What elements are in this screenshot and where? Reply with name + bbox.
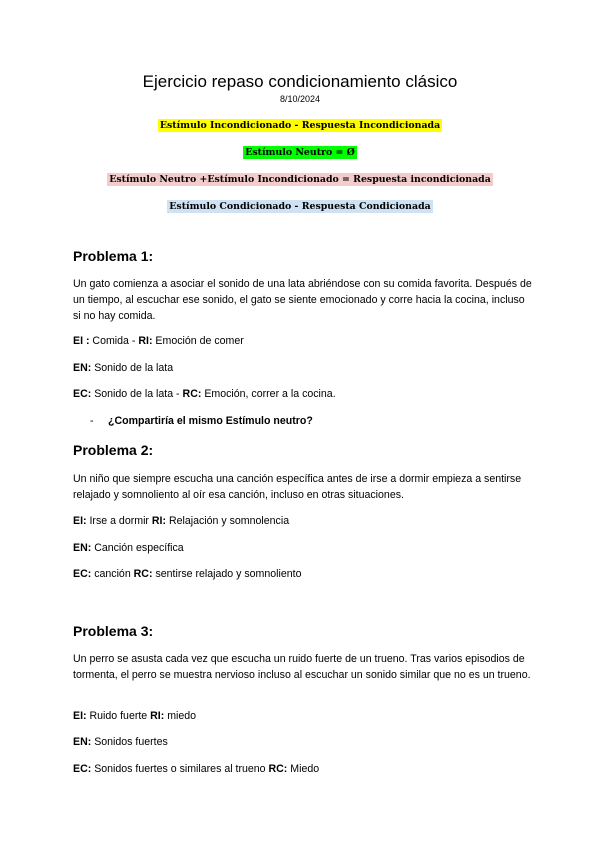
problem-1-en-row <box>73 361 173 375</box>
ei-value: Comida - <box>89 335 139 347</box>
rc-label: RC: <box>133 568 153 580</box>
ri-label: RI: <box>150 710 165 722</box>
problem-2-text: Un niño que siempre escucha una canción específica antes de irse a dormir empieza a sentirse relajado y somnoliento al oír esa canción, incluso en otras situaciones. <box>73 473 522 501</box>
ec-value: Sonido de la lata - <box>91 388 183 400</box>
legend-ec-rc <box>0 200 600 213</box>
ri-label: RI: <box>138 335 153 347</box>
en-label: EN: <box>73 362 92 374</box>
legend-ei-ri <box>0 119 600 132</box>
problem-3-text: Un perro se asusta cada vez que escucha un ruido fuerte de un trueno. Tras varios episodios de tormenta, el perro se muestra nervioso incluso al escuchar un sonido similar que no es un trueno. <box>73 653 531 681</box>
legend-ei-ri-text: Estímulo Incondicionado - Respuesta Incondicionada <box>159 120 441 131</box>
ei-value: Ruido fuerte <box>86 710 151 722</box>
problem-2-heading: Problema 2: <box>73 442 154 458</box>
en-value: Canción específica <box>91 542 184 554</box>
ec-label: EC: <box>73 388 92 400</box>
en-label: EN: <box>73 542 92 554</box>
legend-en <box>0 146 600 159</box>
page-title: Ejercicio repaso condicionamiento clásico <box>142 72 458 91</box>
legend-en-ei <box>0 173 600 186</box>
ri-value: Relajación y somnolencia <box>166 515 290 527</box>
legend-en-text: Estímulo Neutro = Ø <box>245 147 355 158</box>
en-label: EN: <box>73 736 92 748</box>
rc-value: Emoción, correr a la cocina. <box>201 388 336 400</box>
ri-label: RI: <box>151 515 167 527</box>
problem-2-ei-row <box>73 514 289 528</box>
rc-label: RC: <box>182 388 202 400</box>
rc-value: Miedo <box>287 763 320 775</box>
ei-label: EI: <box>73 710 87 722</box>
ri-value: miedo <box>164 710 197 722</box>
bullet-marker: - <box>90 415 94 427</box>
problem-1-question: ¿Compartiría el mismo Estímulo neutro? <box>108 415 313 427</box>
ec-value: Sonidos fuertes o similares al trueno <box>91 763 269 775</box>
problem-1-ei-row <box>73 334 244 348</box>
ec-value: canción <box>91 568 134 580</box>
ec-label: EC: <box>73 763 92 775</box>
problem-3-ec-row <box>73 762 319 776</box>
rc-value: sentirse relajado y somnoliento <box>152 568 302 580</box>
problem-1-ec-row <box>73 387 336 401</box>
en-value: Sonidos fuertes <box>91 736 168 748</box>
problem-1-text: Un gato comienza a asociar el sonido de una lata abriéndose con su comida favorita. Después de un tiempo, al escuchar ese sonido, el gato se siente emocionado y corre hacia la cocina, incluso si no hay comida. <box>73 278 532 322</box>
ei-label: EI: <box>73 515 87 527</box>
problem-2-en-row <box>73 541 184 555</box>
problem-3-heading: Problema 3: <box>73 623 154 639</box>
problem-3-ei-row <box>73 709 196 723</box>
problem-2-ec-row <box>73 567 301 581</box>
legend-ec-rc-text: Estímulo Condicionado - Respuesta Condicionada <box>169 201 431 212</box>
ei-value: Irse a dormir <box>86 515 152 527</box>
ei-label: EI : <box>73 335 90 347</box>
problem-3-en-row <box>73 735 168 749</box>
date: 8/10/2024 <box>279 94 321 104</box>
problem-1-heading: Problema 1: <box>73 248 154 264</box>
rc-label: RC: <box>268 763 288 775</box>
legend-en-ei-text: Estímulo Neutro +Estímulo Incondicionado = Respuesta incondicionada <box>109 174 491 185</box>
en-value: Sonido de la lata <box>91 362 174 374</box>
ri-value: Emoción de comer <box>152 335 244 347</box>
ec-label: EC: <box>73 568 92 580</box>
